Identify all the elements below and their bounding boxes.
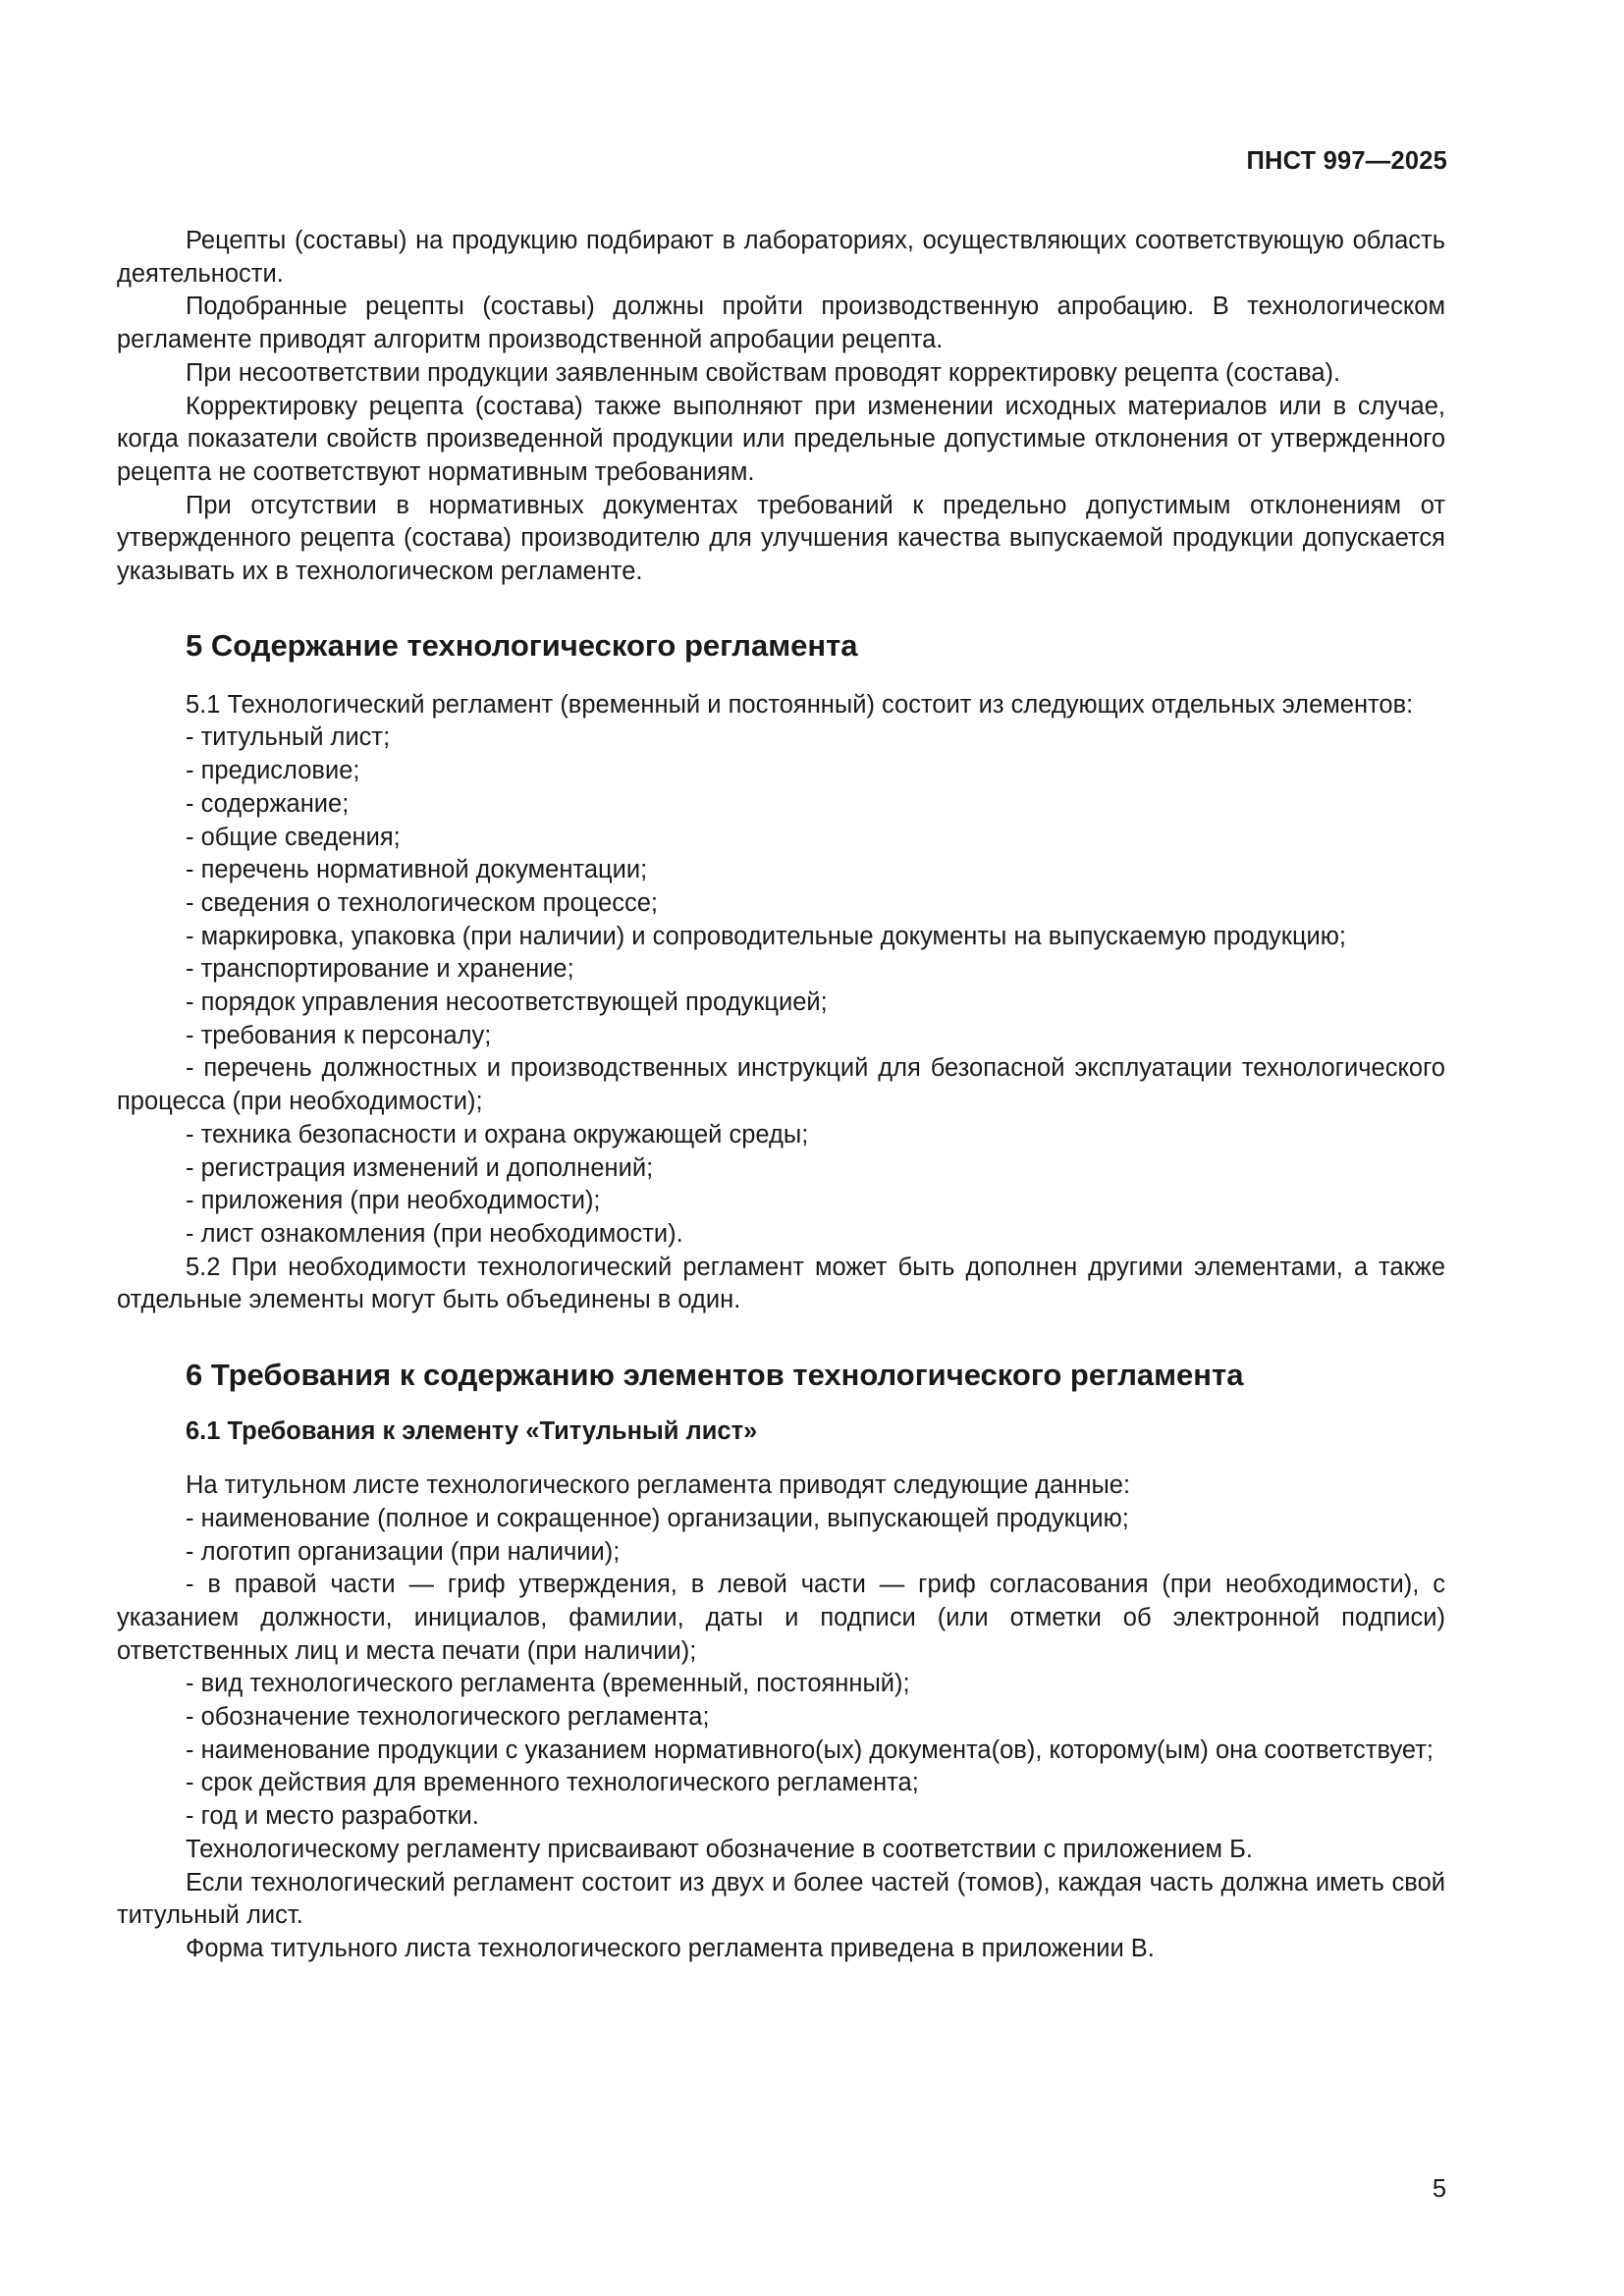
closing-paragraph: Если технологический регламент состоит из двух и более частей (томов), каждая часть должна иметь свой титульный лист.: [117, 1868, 1445, 1930]
list-item: - порядок управления несоответствующей продукцией;: [186, 988, 828, 1017]
list-item: - обозначение технологического регламента;: [186, 1703, 710, 1732]
list-item: - вид технологического регламента (временный, постоянный);: [186, 1670, 910, 1698]
list-item: - требования к персоналу;: [186, 1021, 492, 1049]
list-item: - год и место разработки.: [186, 1802, 479, 1831]
list-item: - срок действия для временного технологического регламента;: [186, 1769, 919, 1797]
clause-6-1-intro: На титульном листе технологического регламента приводят следующие данные:: [186, 1471, 1131, 1500]
list-item: - в правой части — гриф утверждения, в левой части — гриф согласования (при необходимости), с указанием должности, инициалов, фамилии, даты и подписи (или отметки об электронной подписи) ответственных лиц и места печати (при наличии);: [117, 1571, 1445, 1665]
list-item: - предисловие;: [186, 757, 360, 785]
clause-5-2: 5.2 При необходимости технологический регламент может быть дополнен другими элементами, а также отдельные элементы могут быть объединены в один.: [117, 1253, 1445, 1314]
closing-paragraph: Форма титульного листа технологического регламента приведена в приложении В.: [186, 1934, 1155, 1962]
intro-paragraph: При несоответствии продукции заявленным свойствам проводят корректировку рецепта (состава).: [186, 358, 1341, 387]
list-item: - регистрация изменений и дополнений;: [186, 1153, 654, 1182]
section-5-heading: 5 Содержание технологического регламента: [186, 627, 858, 663]
intro-paragraph: Рецепты (составы) на продукцию подбирают в лабораториях, осуществляющих соответствующую область деятельности.: [117, 227, 1445, 288]
list-item: - содержание;: [186, 789, 350, 818]
page-number: 5: [1432, 2175, 1446, 2203]
clause-5-1: 5.1 Технологический регламент (временный и постоянный) состоит из следующих отдельных элементов:: [186, 690, 1414, 719]
list-item: - техника безопасности и охрана окружающей среды;: [186, 1120, 809, 1148]
document-code: ПНСТ 997—2025: [1246, 147, 1447, 175]
subsection-6-1-heading: 6.1 Требования к элементу «Титульный лист»: [186, 1417, 758, 1446]
list-item: - перечень должностных и производственных инструкций для безопасной эксплуатации технологического процесса (при необходимости);: [117, 1054, 1445, 1116]
list-item: - логотип организации (при наличии);: [186, 1537, 621, 1566]
closing-paragraph: Технологическому регламенту присваивают обозначение в соответствии с приложением Б.: [186, 1835, 1253, 1863]
list-item: - приложения (при необходимости);: [186, 1187, 601, 1215]
intro-paragraph: Корректировку рецепта (состава) также выполняют при изменении исходных материалов или в случае, когда показатели свойств произведенной продукции или предельные допустимые отклонения от утвержденного рецепта не соответствуют нормативным требованиям.: [117, 392, 1445, 486]
list-item: - перечень нормативной документации;: [186, 856, 648, 884]
intro-paragraph: При отсутствии в нормативных документах требований к предельно допустимым отклонениям от утвержденного рецепта (состава) производителю для улучшения качества выпускаемой продукции допускается указывать их в технологическом регламенте.: [117, 491, 1445, 586]
list-item: - маркировка, упаковка (при наличии) и сопроводительные документы на выпускаемую продукцию;: [186, 922, 1347, 950]
section-6-heading: 6 Требования к содержанию элементов технологического регламента: [186, 1358, 1244, 1393]
list-item: - лист ознакомления (при необходимости).: [186, 1219, 683, 1248]
page-body: [117, 225, 1445, 1966]
list-item: - наименование продукции с указанием нормативного(ых) документа(ов), которому(ым) она соответствует;: [186, 1735, 1435, 1764]
list-item: - наименование (полное и сокращенное) организации, выпускающей продукцию;: [186, 1504, 1129, 1532]
list-item: - сведения о технологическом процессе;: [186, 888, 659, 917]
list-item: - транспортирование и хранение;: [186, 955, 574, 984]
intro-paragraph: Подобранные рецепты (составы) должны пройти производственную апробацию. В технологическом регламенте приводят алгоритм производственной апробации рецепта.: [117, 293, 1445, 354]
list-item: - титульный лист;: [186, 723, 391, 752]
list-item: - общие сведения;: [186, 823, 401, 851]
